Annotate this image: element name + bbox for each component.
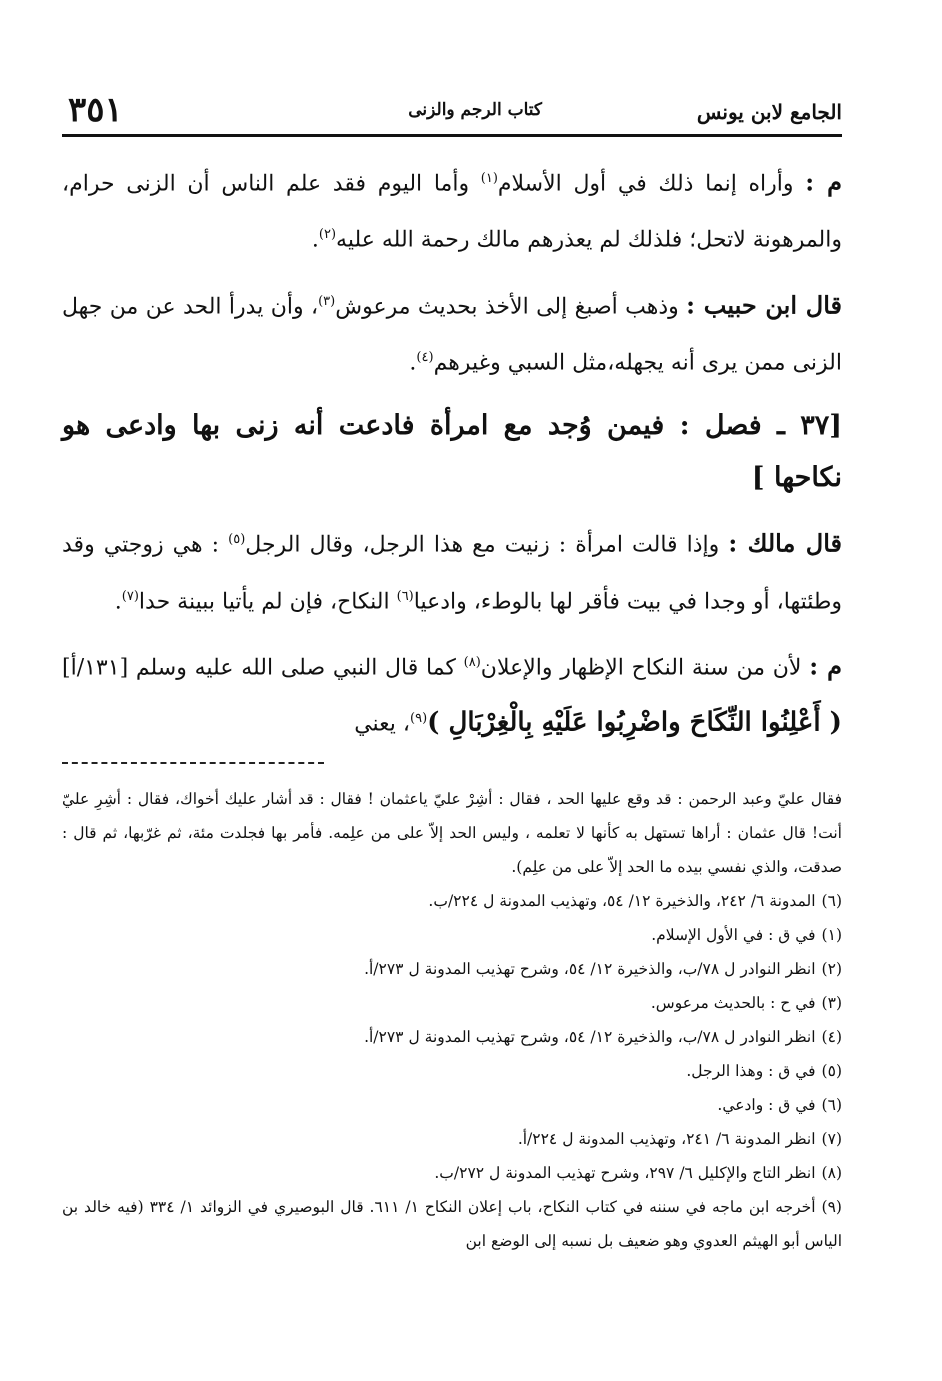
footnote-ref: (٧) [121, 588, 139, 604]
paragraph-text: كما قال النبي صلى الله عليه وسلم [١٣١/أ] [62, 655, 464, 681]
paragraph-lead: قال ابن حبيب : [686, 289, 842, 319]
footnote-text: انظر المدونة ٦/ ٢٤١، وتهذيب المدونة ل ٢٢٤/أ. [517, 1129, 816, 1148]
footnote-text: في ق : وادعي. [717, 1095, 816, 1114]
paragraph-text: . [114, 588, 122, 614]
paragraph-text: ، يعني [354, 711, 411, 737]
footnote-text: انظر النوادر ل ٧٨/ب، والذخيرة ١٢/ ٥٤، وشرح تهذيب المدونة ل ٢٧٣/أ. [364, 959, 816, 978]
paragraph-1 [62, 153, 842, 266]
footnote-ref: (٨) [463, 654, 481, 670]
footnote-item [62, 884, 842, 918]
footnote-ref: (١) [480, 171, 498, 186]
footnote-item [62, 918, 842, 952]
footnote-text: في ح : بالحديث مرعوس. [650, 993, 816, 1012]
footnote-number: (٨) [821, 1163, 842, 1182]
paragraph-2 [62, 276, 842, 389]
footnote-ref: (٩) [410, 711, 428, 727]
footnote-divider [62, 762, 324, 764]
section-heading: [٣٧ ـ فصل : فيمن وُجد مع امرأة فادعت أنه زنى بها وادعى هو نكاحها ] [62, 410, 842, 494]
footnote-list [62, 884, 842, 1190]
footnote-item-last [62, 1190, 842, 1258]
paragraph-text: . [311, 227, 319, 253]
footnote-continuation: فقال عليّ وعبد الرحمن : قد وقع عليها الحد ، فقال : أشِرْ عليّ ياعثمان ! فقال : قد أشار عليك أخواك، فقال : أشِرِ عليّ أنت! قال عثمان : أراها تستهل به كأنها لا تعلمه ، وليس الحد إلاّ على من علِمه. فأمر بها فجلدت مئة، ثم غرّبها، ثم قال : صدقت، والذي نفسي بيده ما الحد إلاّ على من علِم). [62, 789, 842, 876]
paragraph-lead: م : [805, 167, 842, 197]
paragraph-text: . [409, 350, 417, 376]
main-text [62, 153, 842, 750]
footnote-ref: (٦) [396, 588, 414, 604]
paragraph-3 [62, 514, 842, 627]
footnote-number: (٢) [821, 959, 842, 978]
paragraph-lead: قال مالك : [728, 528, 842, 558]
footnotes [62, 782, 842, 1258]
book-title: الجامع لابن يونس [696, 100, 842, 124]
footnote-item [62, 1156, 842, 1190]
footnote-ref: (٣) [318, 293, 336, 309]
footnote-text: أخرجه ابن ماجه في سننه في كتاب النكاح، باب إعلان النكاح ١/ ٦١١. قال البوصيري في الزوائد ١/ ٣٣٤ (فيه خالد بن الياس أبو الهيثم العدوي وهو ضعيف بل نسبه إلى الوضع ابن [62, 1197, 842, 1250]
hadith-quote: ( أَعْلِنُوا النِّكَاحَ واضْرِبُوا عَلَيْهِ بِالْغِرْبَالِ ) [427, 707, 842, 738]
page-number: ٣٥١ [68, 90, 123, 130]
footnote-ref: (٥) [228, 532, 246, 548]
footnote-number: (١) [821, 925, 842, 944]
footnote-text: في ق : في الأول الإسلام. [651, 925, 816, 944]
running-head [62, 88, 842, 137]
footnote-ref: (٢) [318, 227, 337, 243]
footnote-number: (٦) [821, 1095, 842, 1114]
footnote-item [62, 1122, 842, 1156]
footnote-number: (٩) [821, 1197, 842, 1216]
chapter-title: كتاب الرجم والزنى [408, 100, 542, 120]
footnote-text: المدونة ٦/ ٢٤٢، والذخيرة ١٢/ ٥٤، وتهذيب المدونة ل ٢٢٤/ب. [428, 891, 816, 910]
footnote-item [62, 952, 842, 986]
footnote-text: انظر النوادر ل ٧٨/ب، والذخيرة ١٢/ ٥٤، وشرح تهذيب المدونة ل ٢٧٣/أ. [364, 1027, 816, 1046]
book-page [62, 88, 842, 1378]
footnote-item [62, 1088, 842, 1122]
footnote-number: (٣) [821, 993, 842, 1012]
footnote-ref: (٤) [416, 349, 434, 365]
paragraph-lead: م : [809, 651, 843, 681]
footnote-number: (٥) [821, 1061, 842, 1080]
paragraph-text: لأن من سنة النكاح الإظهار والإعلان [480, 655, 810, 681]
paragraph-text: ، وأن يدرأ الحد عن من جهل الزنى ممن يرى أنه يجهله،مثل السبي وغيرهم [62, 293, 842, 376]
paragraph-4 [62, 637, 842, 750]
paragraph-text: : هي زوجتي وقد وطئتها، أو وجدا في بيت فأقر لها بالوطء، وادعيا [62, 532, 842, 614]
footnote-number: (٤) [821, 1027, 842, 1046]
footnote-number: (٧) [821, 1129, 842, 1148]
footnote-text: انظر التاج والإكليل ٦/ ٢٩٧، وشرح تهذيب المدونة ل ٢٧٢/ب. [434, 1163, 816, 1182]
footnote-text: في ق : وهذا الرجل. [686, 1061, 816, 1080]
paragraph-text: وذهب أصبغ إلى الأخذ بحديث مرعوش [335, 293, 687, 319]
paragraph-text: وإذا قالت امرأة : زنيت مع هذا الرجل، وقال الرجل [245, 532, 729, 558]
footnote-item [62, 1054, 842, 1088]
paragraph-text: وأراه إنما ذلك في أول الأسلام [497, 171, 806, 197]
paragraph-text: النكاح، فإن لم يأتيا ببينة حدا [138, 588, 397, 614]
footnote-number: (٦) [821, 891, 842, 910]
footnote-item [62, 986, 842, 1020]
footnote-item [62, 1020, 842, 1054]
paragraph-text: وأما اليوم فقد علم الناس أن الزنى حرام، والمرهونة لاتحل؛ فلذلك لم يعذرهم مالك رحمة الله عليه [62, 171, 842, 253]
